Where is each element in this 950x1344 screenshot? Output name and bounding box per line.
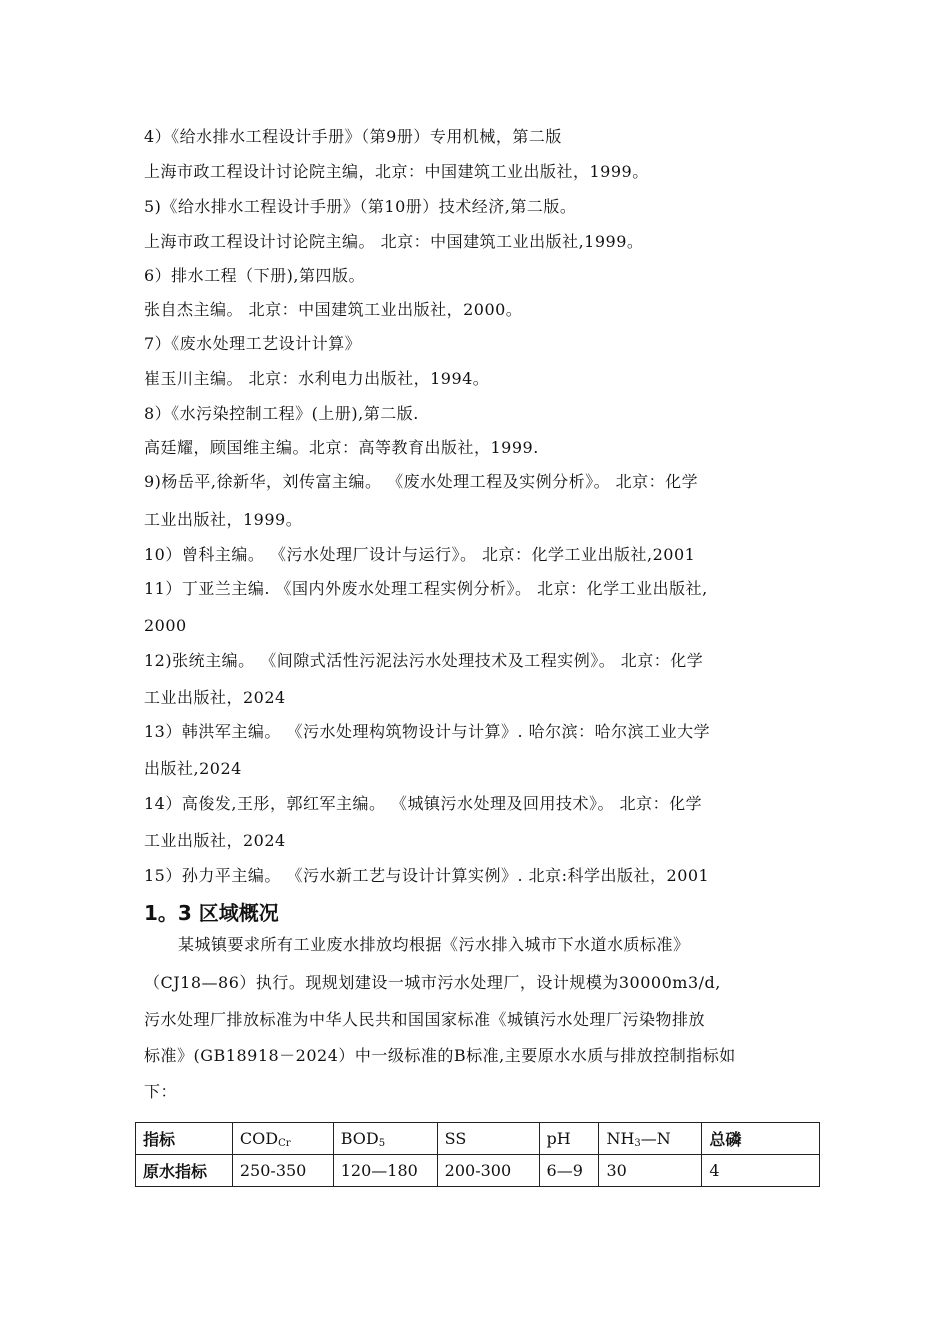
reference-line: 6）排水工程（下册),第四版。 (144, 266, 366, 285)
reference-line: 高廷耀，顾国维主编。北京：高等教育出版社，1999. (144, 438, 539, 457)
header-nh-tail: —N (640, 1128, 671, 1148)
reference-line: 2000 (144, 616, 187, 635)
reference-line: 张自杰主编。 北京：中国建筑工业出版社，2000。 (144, 300, 523, 319)
table-cell: 30 (599, 1155, 702, 1187)
paragraph-line: 污水处理厂排放标准为中华人民共和国国家标准《城镇污水处理厂污染物排放 (144, 1010, 706, 1029)
header-cell: pH (539, 1123, 599, 1155)
reference-line: 5)《给水排水工程设计手册》（第10册）技术经济,第二版。 (144, 197, 577, 216)
reference-line: 工业出版社，2024 (144, 831, 286, 850)
header-bod-text: BOD (340, 1128, 379, 1148)
reference-line: 14）高俊发,王彤，郭红军主编。 《城镇污水处理及回用技术》。 北京：化学 (144, 794, 703, 813)
table-cell: 6—9 (539, 1155, 599, 1187)
reference-line: 9)杨岳平,徐新华，刘传富主编。 《废水处理工程及实例分析》。 北京：化学 (144, 472, 699, 491)
paragraph-line: 下： (144, 1082, 178, 1101)
header-cell: SS (437, 1123, 539, 1155)
header-cell: 总磷 (702, 1123, 820, 1155)
header-nh-text: NH (606, 1128, 635, 1148)
table-cell: 200-300 (437, 1155, 539, 1187)
reference-line: 11）丁亚兰主编. 《国内外废水处理工程实例分析》。 北京：化学工业出版社, (144, 579, 708, 598)
reference-line: 崔玉川主编。 北京：水利电力出版社，1994。 (144, 369, 490, 388)
table-cell: 原水指标 (136, 1155, 233, 1187)
paragraph-line: （CJ18—86）执行。现规划建设一城市污水处理厂，设计规模为30000m3/d, (144, 973, 721, 992)
reference-line: 13）韩洪军主编。 《污水处理构筑物设计与计算》. 哈尔滨：哈尔滨工业大学 (144, 722, 711, 741)
header-cell: 指标 (136, 1123, 233, 1155)
reference-line: 上海市政工程设计讨论院主编。 北京：中国建筑工业出版社,1999。 (144, 232, 644, 251)
section-heading: 1。3 区域概况 (144, 901, 279, 925)
header-cell (333, 1123, 437, 1155)
table-cell: 250-350 (232, 1155, 333, 1187)
reference-line: 工业出版社，1999。 (144, 510, 303, 529)
reference-line: 7）《废水处理工艺设计计算》 (144, 334, 362, 353)
water-quality-table (135, 1122, 820, 1187)
reference-line: 10）曾科主编。 《污水处理厂设计与运行》。 北京：化学工业出版社,2001 (144, 545, 696, 564)
reference-line: 4）《给水排水工程设计手册》（第9册）专用机械，第二版 (144, 127, 562, 146)
reference-line: 工业出版社，2024 (144, 688, 286, 707)
reference-line: 15）孙力平主编。 《污水新工艺与设计计算实例》. 北京:科学出版社，2001 (144, 866, 710, 885)
header-cell (599, 1123, 702, 1155)
table-cell: 120—180 (333, 1155, 437, 1187)
paragraph-line: 某城镇要求所有工业废水排放均根据《污水排入城市下水道水质标准》 (178, 935, 690, 954)
reference-line: 8）《水污染控制工程》(上册),第二版. (144, 404, 419, 423)
header-nh-subscript: 3 (634, 1137, 641, 1149)
reference-line: 出版社,2024 (144, 759, 242, 778)
header-cod-text: COD (239, 1128, 279, 1148)
table-header-row (136, 1123, 820, 1155)
header-cell (232, 1123, 333, 1155)
header-cod-subscript: Cr (278, 1137, 291, 1149)
paragraph-line: 标准》(GB18918－2024）中一级标准的B标准,主要原水水质与排放控制指标如 (144, 1046, 736, 1065)
reference-line: 12)张统主编。 《间隙式活性污泥法污水处理技术及工程实例》。 北京：化学 (144, 651, 704, 670)
table-row (136, 1155, 820, 1187)
header-bod-subscript: 5 (378, 1137, 386, 1149)
table-cell: 4 (702, 1155, 820, 1187)
reference-line: 上海市政工程设计讨论院主编，北京：中国建筑工业出版社，1999。 (144, 162, 649, 181)
